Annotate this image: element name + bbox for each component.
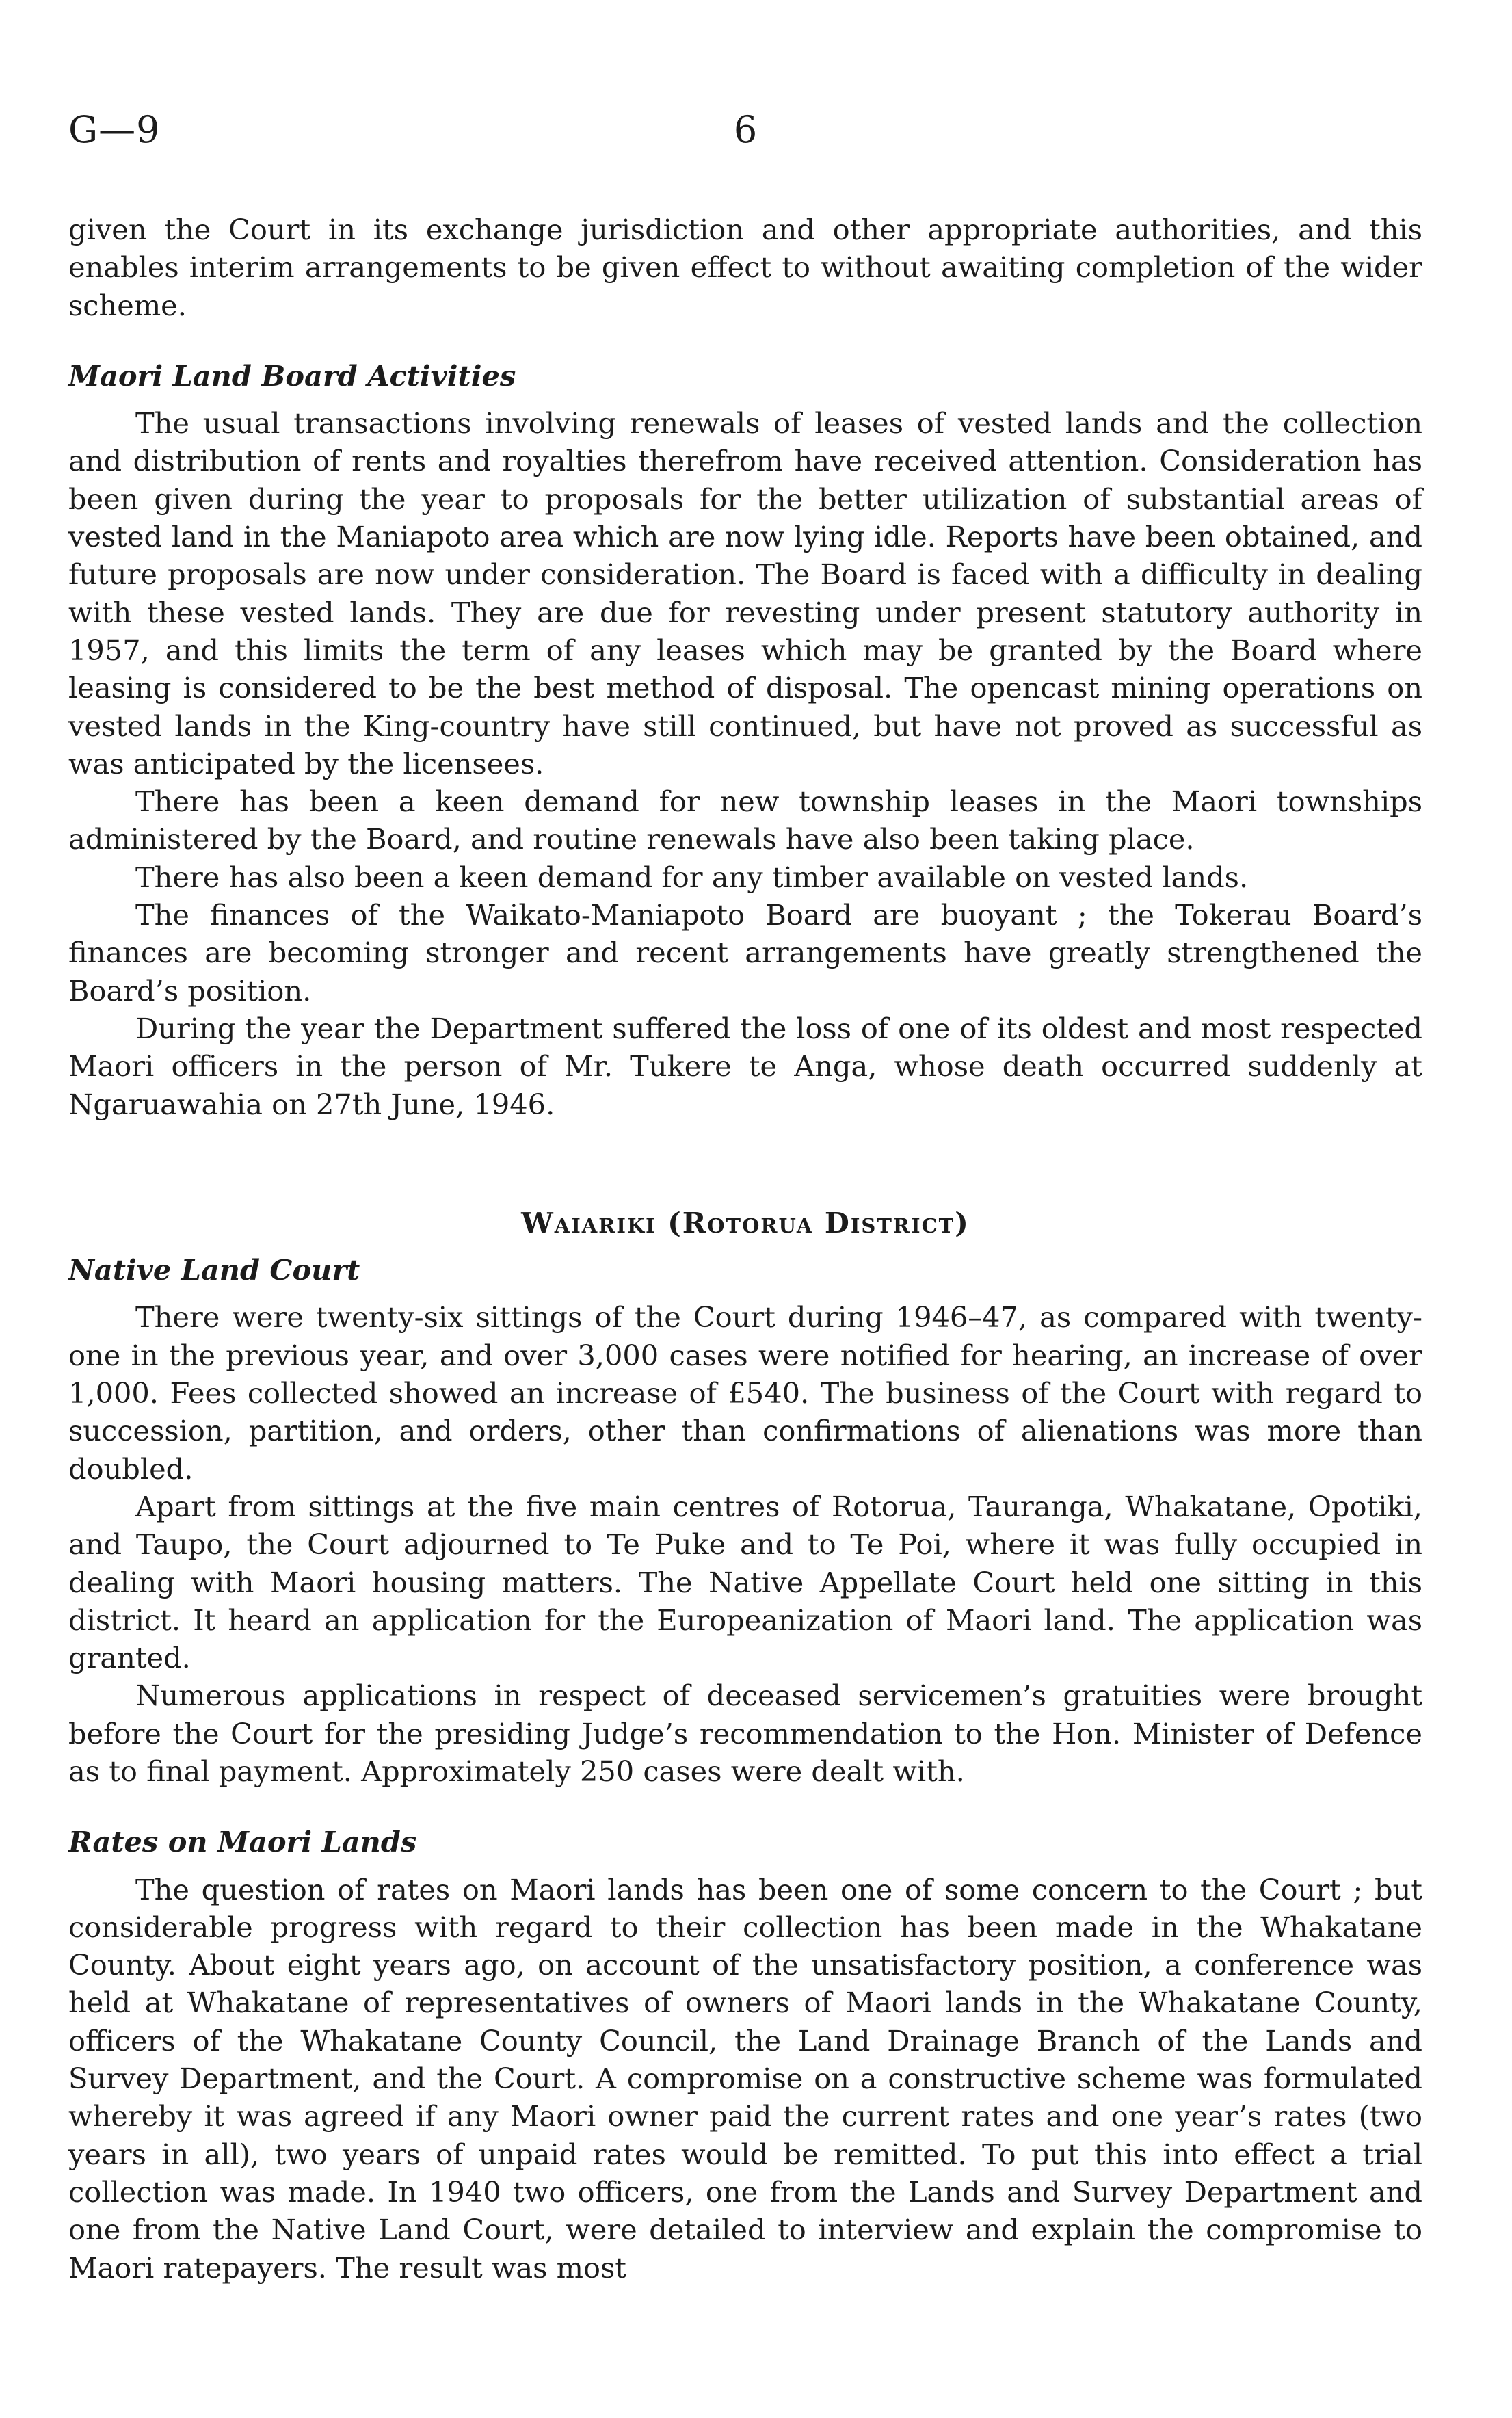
- court-paragraph-1: There were twenty-six sittings of the Court during 1946–47, as compared with twenty-one in the previous year, and over 3,000 cases were notified for hearing, an increase of over 1,000. Fees collected showed an increase of £540. The business of the Court with regard to succession, partition, and orders, other than confirmations of alienations was more than doubled.: [68, 1300, 1422, 1486]
- rates-section-heading: [68, 1823, 1422, 1861]
- court-paragraph-2: Apart from sittings at the five main centres of Rotorua, Tauranga, Whakatane, Opotiki, and Taupo, the Court adjourned to Te Puke and to Te Poi, where it was fully occupied in dealing with Maori housing matters. The Native Appellate Court held one sitting in this district. It heard an application for the Europeanization of Maori land. The application was granted.: [68, 1489, 1422, 1675]
- board-paragraph-4: The finances of the Waikato-Maniapoto Board are buoyant ; the Tokerau Board’s finances are becoming stronger and recent arrangements have greatly strengthened the Board’s position.: [68, 898, 1422, 1008]
- maori-land-board-section-heading: [68, 357, 1422, 395]
- court-paragraph-3: Numerous applications in respect of deceased servicemen’s gratuities were brought before the Court for the presiding Judge’s recommendation to the Hon. Minister of Defence as to final payment. Approximately 250 cases were dealt with.: [68, 1679, 1422, 1788]
- native-land-court-section-heading: [68, 1251, 1422, 1289]
- document-page: [68, 103, 1422, 2380]
- section-spacer: [68, 1790, 1422, 1823]
- district-title: Waiariki (Rotorua District): [521, 1205, 970, 1239]
- page-header: [68, 103, 1422, 157]
- section-spacer: [68, 324, 1422, 357]
- rates-paragraph-1: The question of rates on Maori lands has been one of some concern to the Court ; but considerable progress with regard to their collection has been made in the Whakatane County. About eight years ago, on account of the unsatisfactory position, a conference was held at Whakatane of representatives of owners of Maori lands in the Whakatane County, officers of the Whakatane County Council, the Land Drainage Branch of the Lands and Survey Department, and the Court. A compromise on a constructive scheme was formulated whereby it was agreed if any Maori owner paid the current rates and one year’s rates (two years in all), two years of unpaid rates would be remitted. To put this into effect a trial collection was made. In 1940 two officers, one from the Lands and Survey Department and one from the Native Land Court, were detailed to interview and explain the compromise to Maori ratepayers. The result was most: [68, 1872, 1422, 2285]
- rates-heading: Rates on Maori Lands: [68, 1825, 417, 1859]
- intro-continuation-paragraph: given the Court in its exchange jurisdiction and other appropriate authorities, and this enables interim arrangements to be given effect to without awaiting completion of the wider scheme.: [68, 213, 1422, 322]
- board-paragraph-5: During the year the Department suffered the loss of one of its oldest and most respected Maori officers in the person of Mr. Tukere te Anga, whose death occurred suddenly at Ngaruawahia on 27th June, 1946.: [68, 1011, 1422, 1121]
- board-paragraph-3: There has also been a keen demand for any timber available on vested lands.: [135, 860, 1249, 894]
- document-reference: G—9: [68, 108, 161, 151]
- board-paragraph-1: The usual transactions involving renewals of leases of vested lands and the collection and distribution of rents and royalties therefrom have received attention. Consideration has been given during the year to proposals for the better utilization of substantial areas of vested land in the Maniapoto area which are now lying idle. Reports have been obtained, and future proposals are now under consideration. The Board is faced with a difficulty in dealing with these vested lands. They are due for revesting under present statutory authority in 1957, and this limits the term of any leases which may be granted by the Board where leasing is considered to be the best method of disposal. The opencast mining operations on vested lands in the King-country have still continued, but have not proved as successful as was anticipated by the licensees.: [68, 406, 1422, 780]
- section-spacer: [68, 1123, 1422, 1204]
- native-land-court-heading: Native Land Court: [68, 1253, 360, 1287]
- page-number: 6: [733, 108, 758, 151]
- maori-land-board-heading: Maori Land Board Activities: [68, 358, 516, 393]
- board-paragraph-2: There has been a keen demand for new township leases in the Maori townships administered by the Board, and routine renewals have also been taking place.: [68, 785, 1422, 856]
